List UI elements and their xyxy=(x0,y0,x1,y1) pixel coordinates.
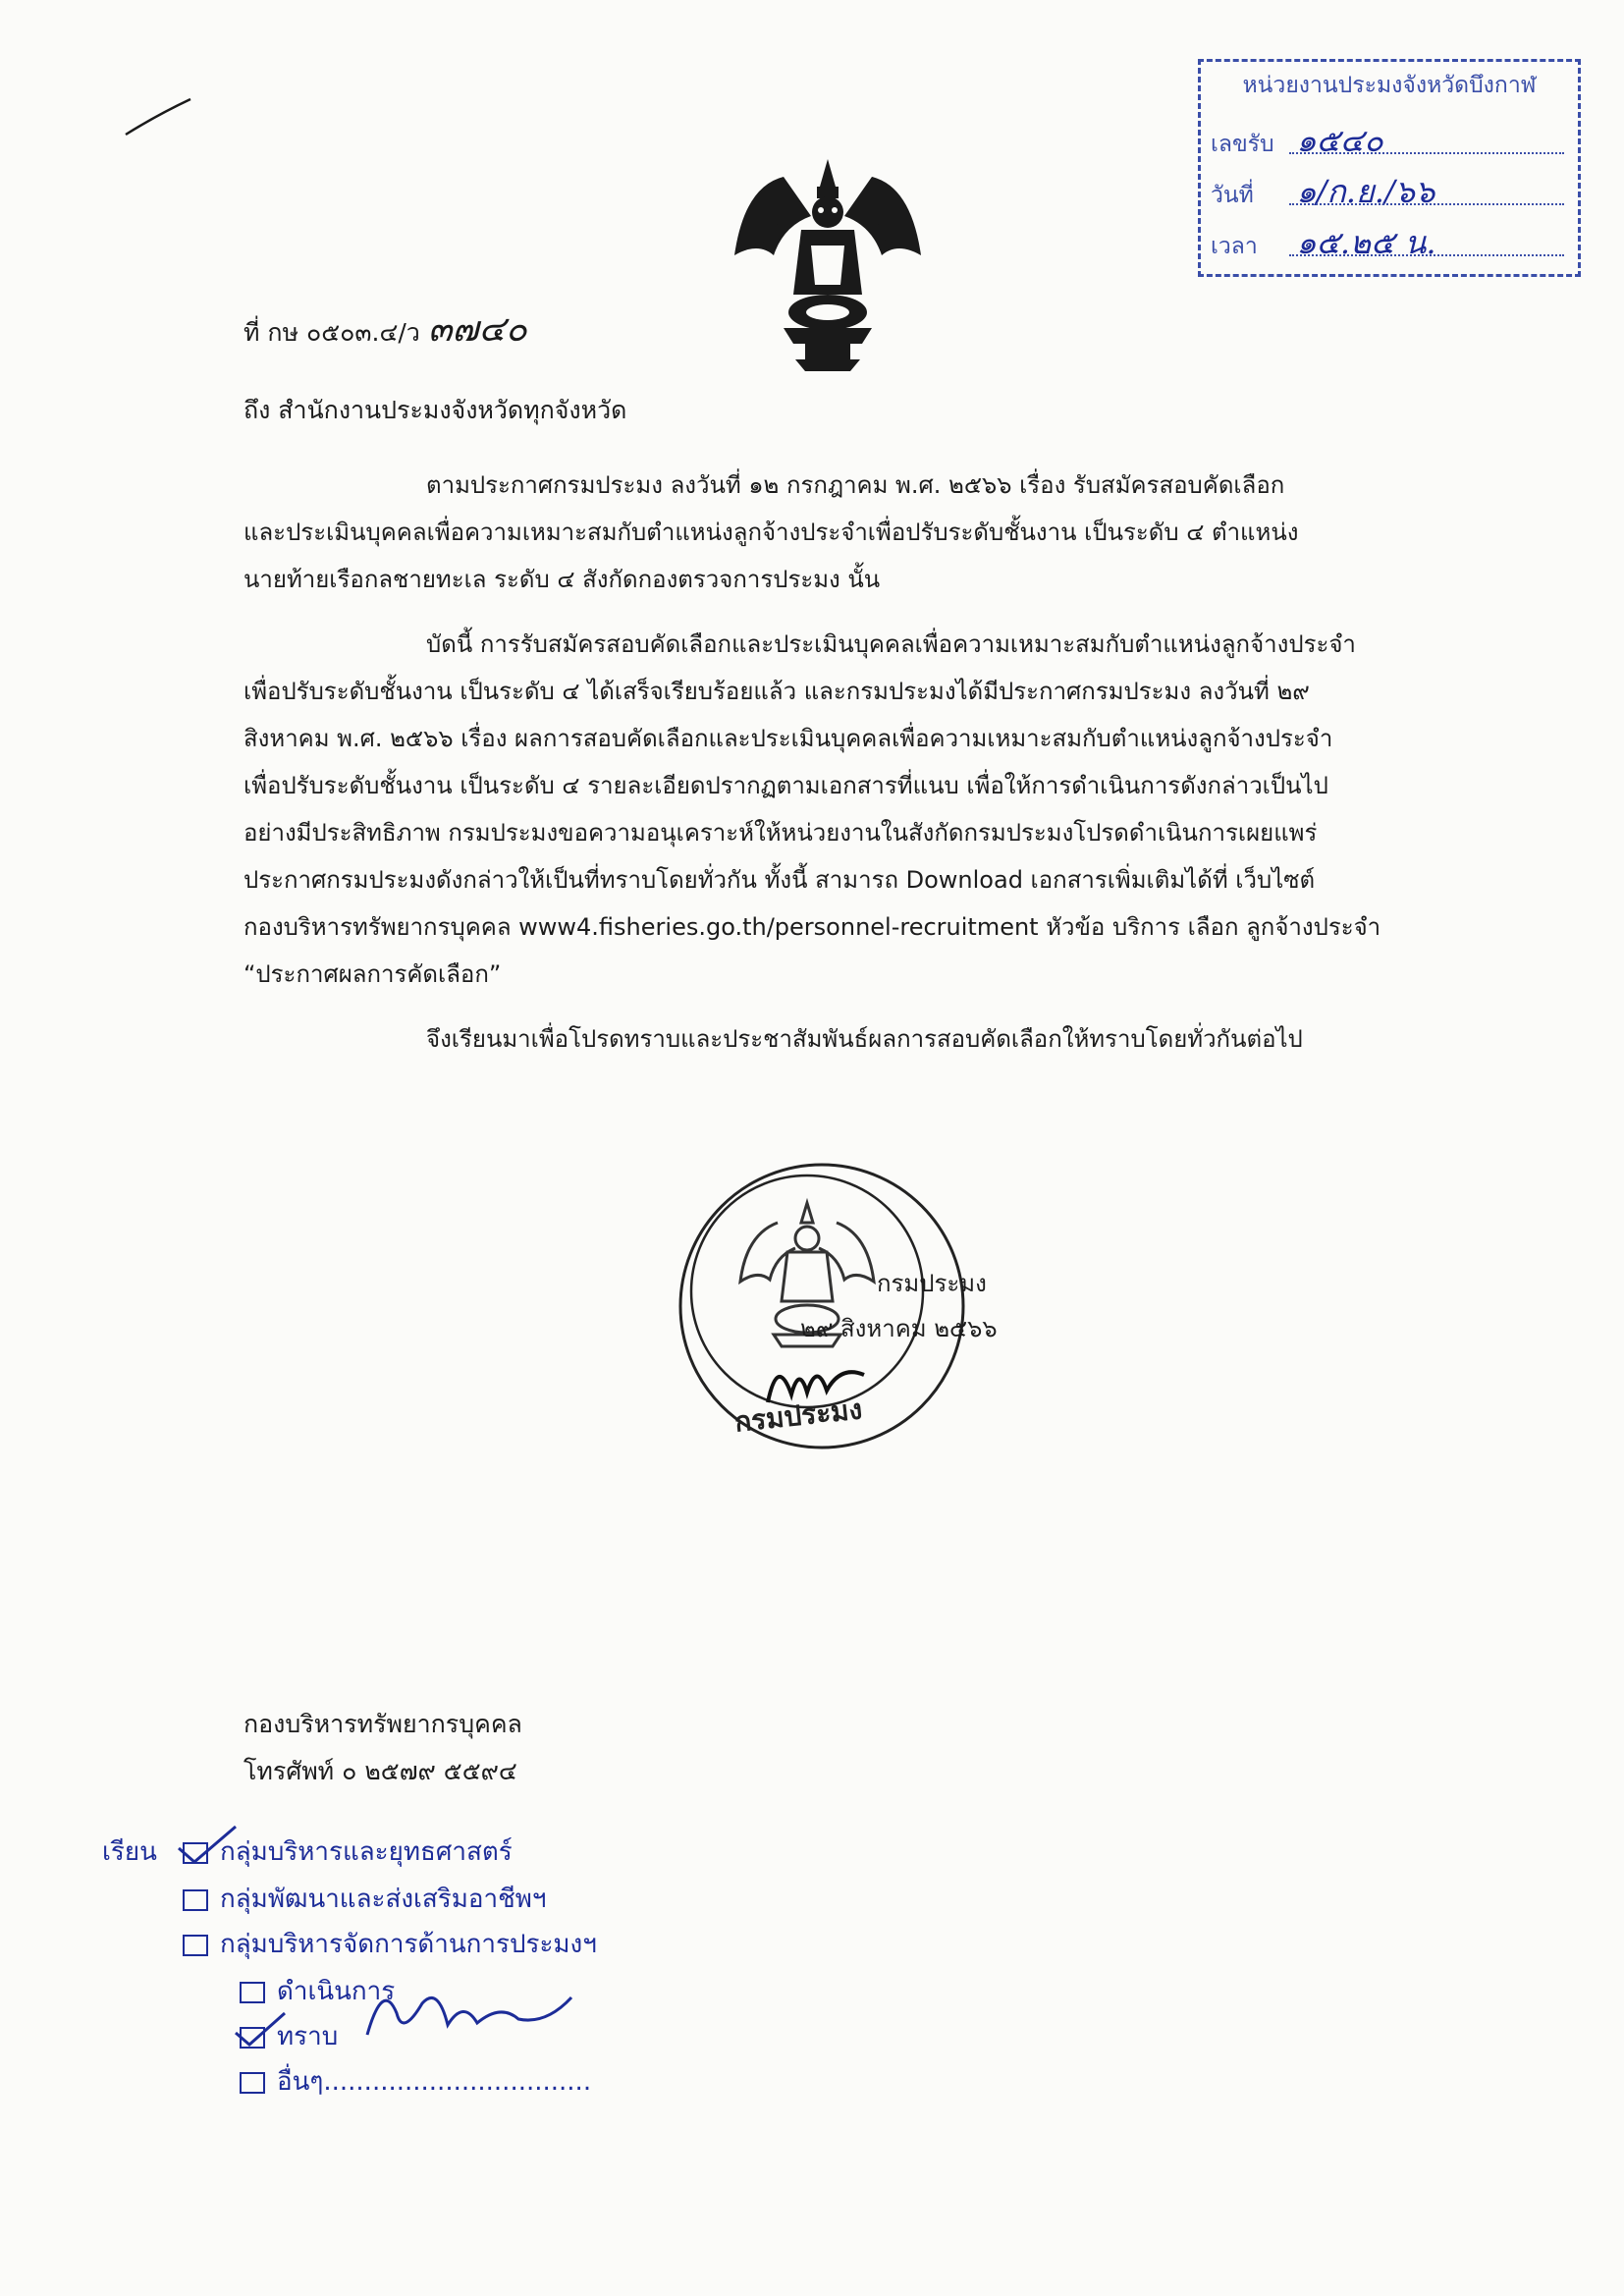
paragraph-line: จึงเรียนมาเพื่อโปรดทราบและประชาสัมพันธ์ผลการสอบคัดเลือกให้ทราบโดยทั่วกันต่อไป xyxy=(426,1025,1303,1053)
garuda-emblem-icon xyxy=(725,147,931,373)
issue-date: ๒๙ สิงหาคม ๒๕๖๖ xyxy=(800,1315,998,1342)
checkbox-icon xyxy=(183,1935,208,1956)
receiving-date-label: วันที่ xyxy=(1211,183,1254,208)
checkbox-icon xyxy=(240,2072,265,2094)
receiving-date-value: ๑/ก.ย./๖๖ xyxy=(1296,173,1435,210)
paragraph-line: บัดนี้ การรับสมัครสอบคัดเลือกและประเมินบุคคลเพื่อความเหมาะสมกับตำแหน่งลูกจ้างประจำ xyxy=(426,630,1356,658)
routing-group-label: กลุ่มบริหารจัดการด้านการประมงฯ xyxy=(220,1930,597,1959)
receiving-number-label: เลขรับ xyxy=(1211,132,1274,157)
reference-number xyxy=(244,306,527,356)
acknowledge-signature-icon xyxy=(353,1974,579,2052)
receiving-stamp xyxy=(1198,59,1581,277)
paragraph-line: เพื่อปรับระดับชั้นงาน เป็นระดับ ๔ ได้เสร็จเรียบร้อยแล้ว และกรมประมงได้มีประกาศกรมประมง ลงวันที่ ๒๙ xyxy=(244,678,1310,705)
checkbox-icon xyxy=(240,1982,265,2003)
body-paragraph xyxy=(244,462,1422,603)
routing-group-label: กลุ่มพัฒนาและส่งเสริมอาชีพฯ xyxy=(220,1885,547,1914)
checkmark-icon xyxy=(173,1823,242,1868)
reference-prefix: ที่ กษ ๐๕๐๓.๔/ว xyxy=(244,318,420,347)
pen-mark xyxy=(118,93,196,142)
paragraph-line: ตามประกาศกรมประมง ลงวันที่ ๑๒ กรกฎาคม พ.ศ. ๒๕๖๖ เรื่อง รับสมัครสอบคัดเลือก xyxy=(426,471,1285,499)
routing-label: เรียน xyxy=(102,1837,157,1867)
paragraph-line: สิงหาคม พ.ศ. ๒๕๖๖ เรื่อง ผลการสอบคัดเลือกและประเมินบุคคลเพื่อความเหมาะสมกับตำแหน่งลูกจ้างประจำ xyxy=(244,725,1333,752)
receiving-stamp-row xyxy=(1211,223,1568,262)
receiving-number-value: ๑๕๔๐ xyxy=(1296,122,1383,159)
recipient-line: ถึง สำนักงานประมงจังหวัดทุกจังหวัด xyxy=(244,396,627,424)
routing-group-item xyxy=(183,1880,547,1919)
reference-handwritten-number: ๓๗๔๐ xyxy=(427,309,527,350)
body-paragraph xyxy=(244,621,1422,998)
receiving-stamp-row xyxy=(1211,172,1568,211)
seal-text: กรมประมง xyxy=(732,1393,864,1439)
paragraph-line: นายท้ายเรือกลชายทะเล ระดับ ๔ สังกัดกองตรวจการประมง นั้น xyxy=(244,566,881,593)
paragraph-line: กองบริหารทรัพยากรบุคคล www4.fisheries.go.th/personnel-recruitment หัวข้อ บริการ เลือก ลูกจ้างประจำ xyxy=(244,913,1381,941)
paragraph-line: เพื่อปรับระดับชั้นงาน เป็นระดับ ๔ รายละเอียดปรากฏตามเอกสารที่แนบ เพื่อให้การดำเนินการดังกล่าวเป็นไป xyxy=(244,772,1328,799)
paragraph-line: “ประกาศผลการคัดเลือก” xyxy=(244,960,502,988)
receiving-time-value: ๑๕.๒๕ น. xyxy=(1296,224,1436,261)
receiving-time-label: เวลา xyxy=(1211,234,1258,259)
routing-action-label: ทราบ xyxy=(277,2022,339,2051)
contact-division: กองบริหารทรัพยากรบุคคล xyxy=(244,1710,522,1738)
routing-group-label: กลุ่มบริหารและยุทธศาสตร์ xyxy=(220,1837,513,1867)
contact-phone: โทรศัพท์ ๐ ๒๕๗๙ ๕๕๙๔ xyxy=(244,1757,517,1785)
receiving-stamp-row xyxy=(1211,121,1568,160)
routing-group-item xyxy=(183,1925,597,1964)
receiving-stamp-header: หน่วยงานประมงจังหวัดบึงกาฬ xyxy=(1242,73,1537,98)
issuer-name: กรมประมง xyxy=(877,1270,987,1297)
paragraph-line: ประกาศกรมประมงดังกล่าวให้เป็นที่ทราบโดยทั่วกัน ทั้งนี้ สามารถ Download เอกสารเพิ่มเติมได้ที่ เว็บไซต์ xyxy=(244,866,1316,894)
routing-action-item xyxy=(240,2062,591,2102)
routing-action-label: อื่นๆ................................. xyxy=(277,2067,592,2097)
body-paragraph xyxy=(244,1015,1422,1063)
routing-action-label: ดำเนินการ xyxy=(277,1977,396,2006)
checkmark-icon xyxy=(232,2009,291,2049)
checkbox-icon xyxy=(183,1889,208,1911)
paragraph-line: อย่างมีประสิทธิภาพ กรมประมงขอความอนุเคราะห์ให้หน่วยงานในสังกัดกรมประมงโปรดดำเนินการเผยแพร่ xyxy=(244,819,1318,847)
paragraph-line: และประเมินบุคคลเพื่อความเหมาะสมกับตำแหน่งลูกจ้างประจำเพื่อปรับระดับชั้นงาน เป็นระดับ ๔ ตำแหน่ง xyxy=(244,519,1299,546)
